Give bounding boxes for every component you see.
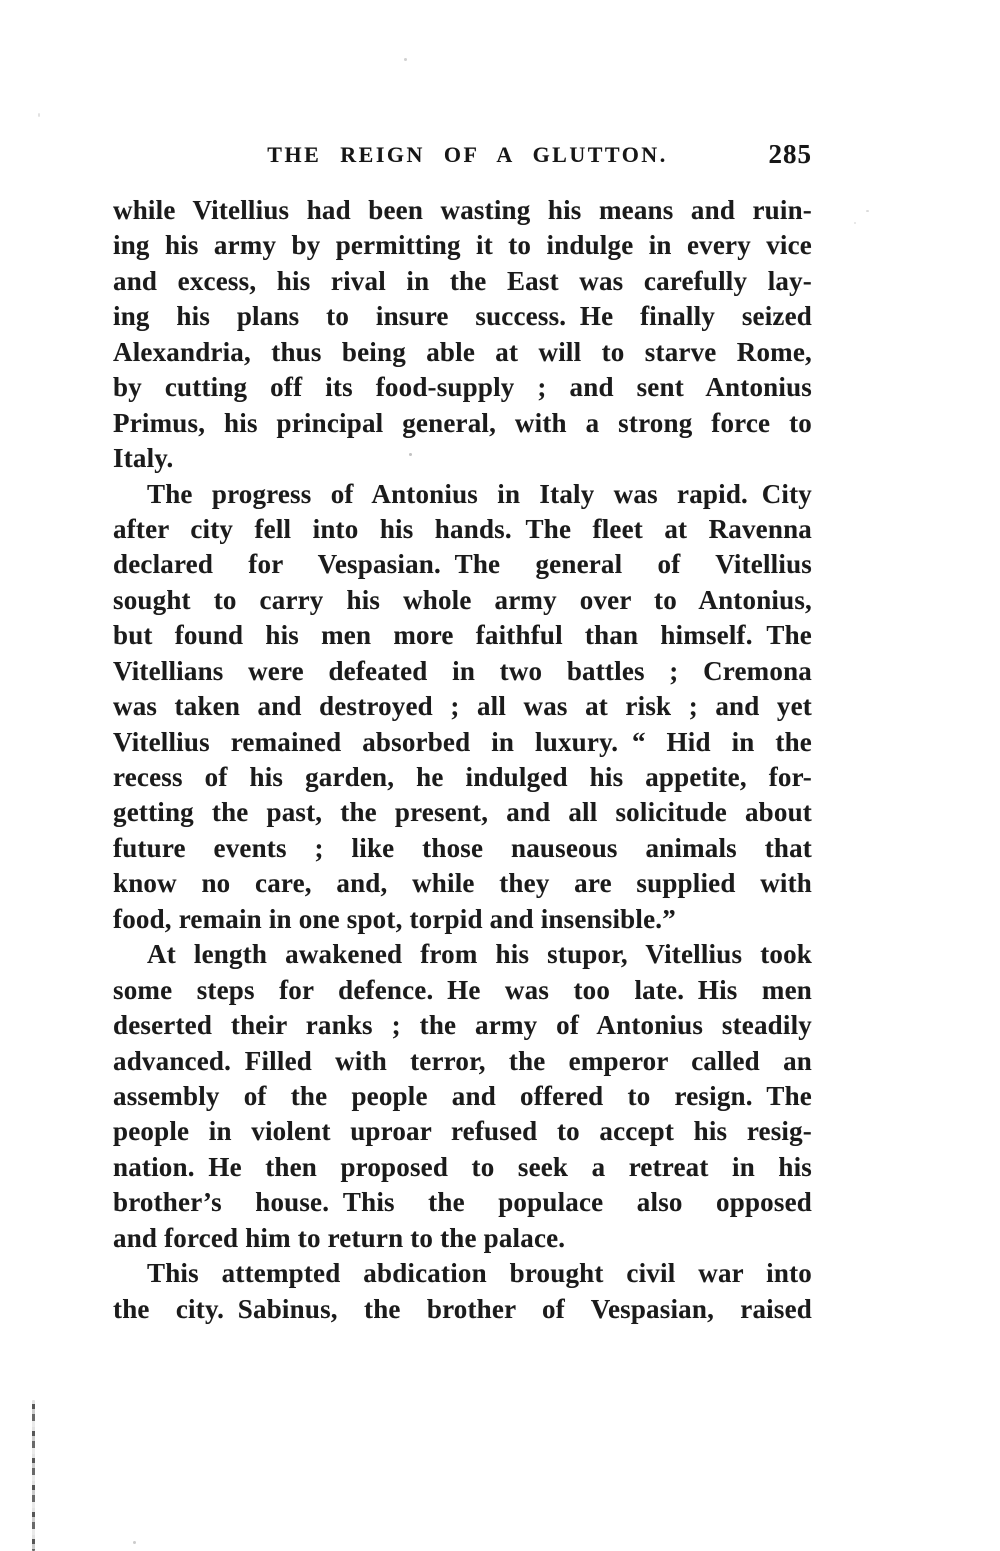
scan-speck [38,113,40,117]
text-line: At length awakened from his stupor, Vitellius took [147,939,812,970]
text-line: and forced him to return to the palace. [113,1222,566,1253]
text-line: Vitellians were defeated in two battles ; Cremona [113,655,812,686]
text-line: ing his plans to insure success. He finally seized [113,301,812,332]
page-number: 285 [768,139,812,169]
text-line: nation. He then proposed to seek a retreat in his [113,1151,812,1182]
text-line: sought to carry his whole army over to Antonius, [113,584,812,615]
text-line: the city. Sabinus, the brother of Vespasian, raised [113,1293,812,1324]
text-line: after city fell into his hands. The fleet at Ravenna [113,513,812,544]
text-line: future events ; like those nauseous animals that [113,832,812,863]
text-lines [113,193,812,1327]
text-line: brother’s house. This the populace also opposed [113,1187,812,1218]
text-line: know no care, and, while they are supplied with [113,868,812,899]
text-line: was taken and destroyed ; all was at risk ; and yet [113,691,812,722]
scan-speck [404,58,407,61]
scan-speck [133,1541,136,1544]
text-line: ing his army by permitting it to indulge in every vice [113,230,812,261]
text-line: assembly of the people and offered to resign. The [113,1080,812,1111]
text-line: and excess, his rival in the East was carefully lay- [113,265,812,296]
text-line: declared for Vespasian. The general of Vitellius [113,549,812,580]
scan-binding-artifact [32,1400,35,1551]
text-line: some steps for defence. He was too late. His men [113,974,812,1005]
text-line: advanced. Filled with terror, the emperor called an [113,1045,812,1076]
text-line: while Vitellius had been wasting his means and ruin- [113,195,812,225]
text-line: by cutting off its food-supply ; and sent Antonius [113,372,812,403]
text-line: Alexandria, thus being able at will to starve Rome, [113,336,812,367]
text-line: Italy. [113,443,174,474]
text-line: food, remain in one spot, torpid and insensible.” [113,903,676,934]
text-line: Vitellius remained absorbed in luxury. “ Hid in the [113,726,812,757]
text-line: The progress of Antonius in Italy was rapid. City [147,478,812,509]
scan-speck [866,210,869,212]
scan-speck [409,453,412,456]
text-line: recess of his garden, he indulged his appetite, for- [113,762,812,792]
text-line: deserted their ranks ; the army of Antonius steadily [113,1010,812,1041]
text-line: This attempted abdication brought civil war into [147,1258,812,1289]
text-line: Primus, his principal general, with a strong force to [113,407,812,438]
text-line: but found his men more faithful than himself. The [113,620,812,651]
scan-speck [854,222,856,224]
text-line: getting the past, the present, and all solicitude about [113,797,812,828]
running-head-title: THE REIGN OF A GLUTTON. [267,142,668,167]
text-line: people in violent uproar refused to accept his resig- [113,1116,812,1147]
